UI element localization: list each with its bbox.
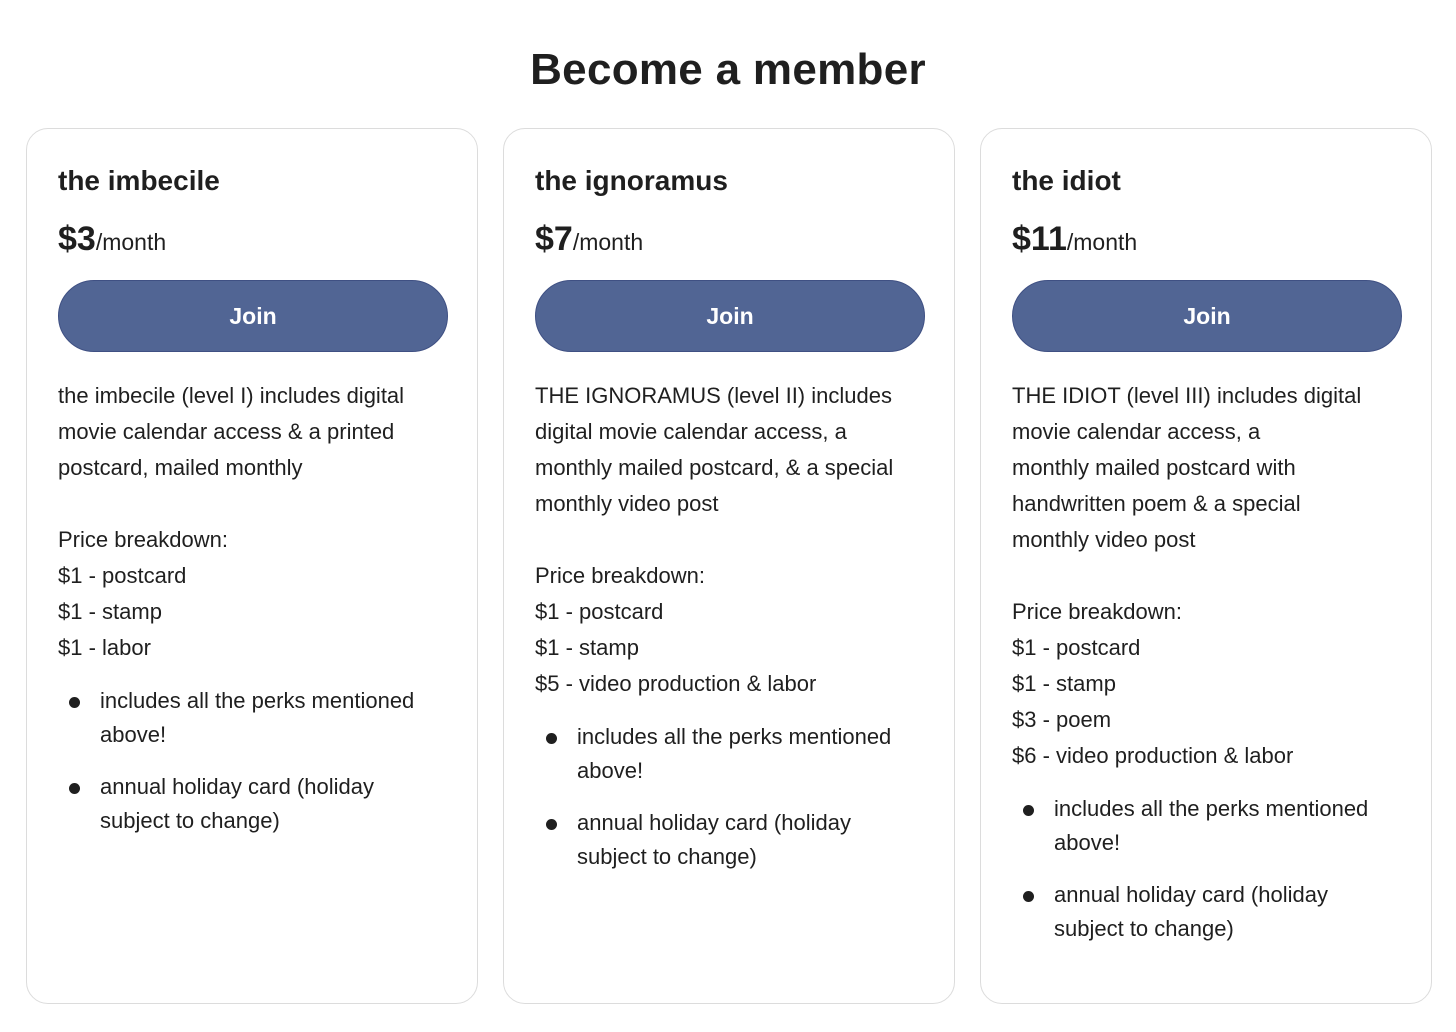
bullet-icon [1023,891,1034,902]
plan-price [1012,219,1400,259]
perk-text: includes all the perks mentioned above! [1054,796,1369,855]
bullet-icon [69,783,80,794]
perk-text: includes all the perks mentioned above! [100,688,415,747]
description-line: THE IGNORAMUS (level II) includes [535,383,892,408]
join-button-imbecile[interactable]: Join [58,280,448,352]
breakdown-item: $1 - stamp [1012,671,1116,696]
description-line: monthly video post [535,491,719,516]
breakdown-item: $1 - labor [58,635,151,660]
price-period: /month [572,229,644,255]
bullet-icon [1023,805,1034,816]
perk-item [58,684,446,752]
description-line: the imbecile (level I) includes digital [58,383,405,408]
plan-name: the idiot [1012,165,1121,196]
plan-name: the imbecile [58,165,220,196]
plan-description [535,378,923,702]
perks-list [58,684,446,838]
description-line: monthly video post [1012,527,1196,552]
description-line: monthly mailed postcard, & a special [535,455,894,480]
price-amount: $11 [1012,220,1067,258]
price-breakdown [58,522,446,666]
breakdown-item: $5 - video production & labor [535,671,817,696]
description-line: handwritten poem & a special [1012,491,1301,516]
join-button-ignoramus[interactable]: Join [535,280,925,352]
price-amount: $3 [58,220,96,258]
perk-item [1012,792,1400,860]
plan-card-ignoramus [503,128,955,1004]
breakdown-title: Price breakdown: [58,527,228,552]
plan-card-idiot [980,128,1432,1004]
plan-card-imbecile [26,128,478,1004]
plan-price [58,219,446,259]
description-line: monthly mailed postcard with [1012,455,1296,480]
perk-item [535,720,923,788]
description-line: movie calendar access & a printed [58,419,395,444]
plan-description [1012,378,1400,774]
description-line: movie calendar access, a [1012,419,1261,444]
breakdown-title: Price breakdown: [1012,599,1182,624]
breakdown-item: $1 - stamp [58,599,162,624]
breakdown-item: $1 - postcard [535,599,664,624]
perks-list [1012,792,1400,946]
bullet-icon [546,819,557,830]
description-line: postcard, mailed monthly [58,455,303,480]
price-period: /month [95,229,167,255]
breakdown-item: $1 - postcard [58,563,187,588]
price-breakdown [1012,594,1400,774]
breakdown-item: $1 - postcard [1012,635,1141,660]
perk-text: annual holiday card (holiday subject to change) [1054,882,1328,941]
perk-text: annual holiday card (holiday subject to change) [100,774,374,833]
plan-name: the ignoramus [535,165,728,196]
breakdown-title: Price breakdown: [535,563,705,588]
price-amount: $7 [535,220,573,258]
plan-description [58,378,446,666]
perks-list [535,720,923,874]
perk-item [1012,878,1400,946]
bullet-icon [546,733,557,744]
plan-price [535,219,923,259]
perk-text: includes all the perks mentioned above! [577,724,892,783]
description-line: digital movie calendar access, a [535,419,847,444]
join-button-idiot[interactable]: Join [1012,280,1402,352]
perk-text: annual holiday card (holiday subject to change) [577,810,851,869]
breakdown-item: $6 - video production & labor [1012,743,1294,768]
breakdown-item: $1 - stamp [535,635,639,660]
perk-item [535,806,923,874]
price-breakdown [535,558,923,702]
breakdown-item: $3 - poem [1012,707,1112,732]
price-period: /month [1066,229,1138,255]
bullet-icon [69,697,80,708]
description-line: THE IDIOT (level III) includes digital [1012,383,1362,408]
page-title: Become a member [530,45,926,95]
perk-item [58,770,446,838]
plans-grid [26,128,1432,1004]
